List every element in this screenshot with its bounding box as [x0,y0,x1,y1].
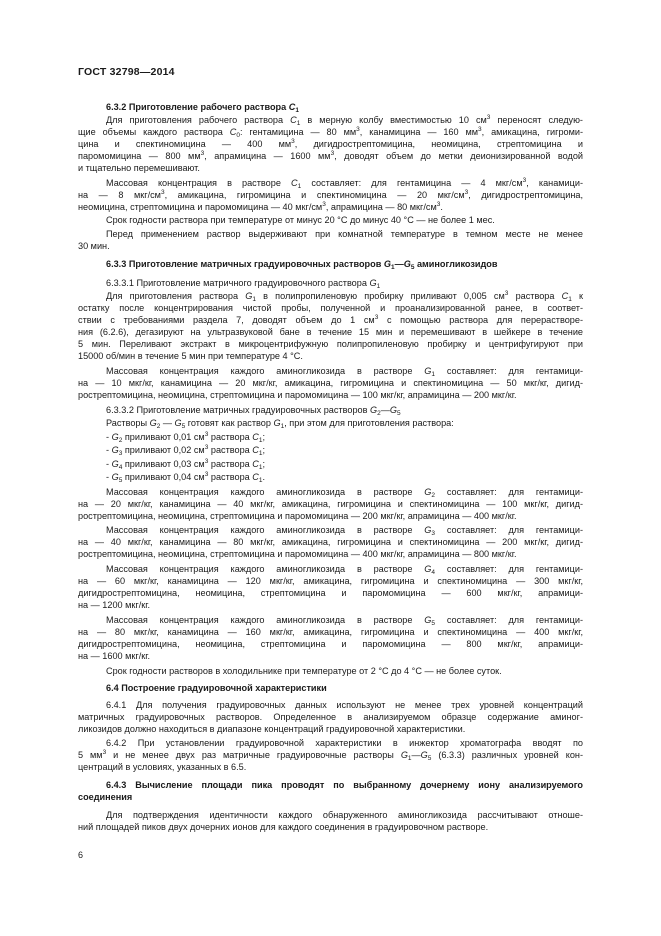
text-line: 5 $мм^3$ и не менее двух раз матричные градуировочные растворы $G_1—G_5$ (6.3.3) различных уровней кон- [78,749,583,762]
text-line: Для подтверждения идентичности каждого обнаруженного аминогликозида рассчитывают отноше- [106,810,583,820]
text-line: щие объемы каждого раствора $С_0$: гентамицина — 80 $мм^3$, канамицина — 160 $мм^3$, амикацина, гигроми- [78,126,584,139]
text-line: Срок годности растворов в холодильнике при температуре от 2 °С до 4 °С — не более суток. [106,666,502,676]
text-line: рострептомицина, неомицина, стрептомицина и паромомицина — 400 мкг/кг, апрамицина — 800 мкг/кг. [78,549,517,559]
text-line: и тщательно перемешивают. [78,163,200,173]
text-line: 5 мин. Переливают экстракт в микроцентрифужную полипропиленовую пробирку и центрифугируют при [78,339,583,349]
text-line: 6.3.3.1 Приготовление матричного градуировочного раствора $G_1$ [106,278,381,290]
page-number: 6 [78,850,84,860]
text-line: Растворы $G_2$ — $G_5$ готовят как раствор $G_1$, при этом для приготовления раствора: [106,418,454,430]
text-line: 30 мин. [78,241,110,251]
text-line: ний площадей пиков двух дочерних ионов для каждого соединения в градуировочном растворе. [78,822,489,832]
section-heading-line: соединения [78,792,133,802]
text-line: Срок годности раствора при температуре от минус 20 °С до минус 40 °С — не более 1 мес. [106,215,495,225]
text-line: Для приготовления раствора $G_1$ в полипропиленовую пробирку приливают 0,005 $см^3$ раствора $С_1$ к [106,290,584,303]
text-line: дигидрострептомицина, неомицина, стрептомицина и паромомицина — 600 мкг/кг, апрамици- [78,588,583,598]
text-line: на — 8 мкг/$см^3$, амикацина, гигромицина и спектиномицина — 20 мкг/$см^3$, дигидрострептомицина, [78,189,583,200]
text-line: Массовая концентрация каждого аминогликозида в растворе $G_2$ составляет: для гентамици- [106,487,583,499]
text-line: ния (6.2.6), дегазируют на ультразвуковой бане в течение 15 мин и перемешивают в шейкере в течение [78,327,583,337]
text-line: ликозидов должно находиться в диапазоне концентраций градуировочной характеристики. [78,724,466,734]
text-line: матричных градуировочных растворов. Определенное в анализируемом образце содержание аминог- [78,712,583,722]
section-heading-line: 6.3.2 Приготовление рабочего раствора $С_1$ [106,102,299,114]
text-line: - $G_5$ приливают 0,04 $см^3$ раствора $С_1$. [106,471,266,484]
section-heading-line: 6.3.3 Приготовление матричных градуировочных растворов $G_1—G_5$ аминогликозидов [106,259,498,271]
text-line: - $G_2$ приливают 0,01 $см^3$ раствора $С_1$; [106,431,266,444]
text-line: на — 80 мкг/кг, канамицина — 160 мкг/кг, амикацина, гигромицина и спектиномицина — 400 мкг/кг, [78,627,583,637]
text-line: - $G_4$ приливают 0,03 $см^3$ раствора $С_1$; [106,458,266,471]
section-heading-line: 6.4.3 Вычисление площади пика проводят по выбранному дочернему иону анализируемого [106,780,583,790]
text-line: центраций в условиях, указанных в 6.5. [78,762,247,772]
text-line: 6.3.3.2 Приготовление матричных градуировочных растворов $G_2—G_5$ [106,405,401,417]
text-line: рострептомицина, неомицина, стрептомицина и паромомицина — 100 мкг/кг, апрамицина — 200 мкг/кг. [78,390,517,400]
text-line: цина и спектиномицина — 400 $мм^3$, дигидрострептомицина, неомицина, стрептомицина и [78,138,584,149]
text-line: Перед применением раствор выдерживают при комнатной температуре в темном месте не менее [106,229,583,239]
document-header: ГОСТ 32798—2014 [78,66,175,78]
section-heading-line: 6.4 Построение градуировочной характеристики [106,683,327,693]
text-line: Массовая концентрация каждого аминогликозида в растворе $G_5$ составляет: для гентамици- [106,615,583,627]
text-line: ствии с требованиями раздела 7, доводят объем до 1 $см^3$ с помощью раствора для перерастворе- [78,314,583,325]
text-line: на — 10 мкг/кг, канамицина — 20 мкг/кг, амикацина, гигромицина и спектиномицина — 50 мкг/кг, дигид- [78,378,583,388]
text-line: Для приготовления рабочего раствора $С_1$ в мерную колбу вместимостью 10 $см^3$ переносят следую- [106,114,583,127]
text-line: неомицина, стрептомицина и паромомицина — 40 мкг/$см^3$, апрамицина — 80 мкг/$см^3$. [78,201,443,212]
text-line: на — 20 мкг/кг, канамицина — 40 мкг/кг, амикацина, гигромицина и спектиномицина — 100 мкг/кг, дигид- [78,499,583,509]
text-line: рострептомицина, неомицина, стрептомицина и паромомицина — 200 мкг/кг, апрамицина — 400 мкг/кг. [78,511,517,521]
text-line: 6.4.1 Для получения градуировочных данных используют не менее трех уровней концентраций [106,700,583,710]
text-line: на — 40 мкг/кг, канамицина — 80 мкг/кг, амикацина, гигромицина и спектиномицина — 200 мкг/кг, дигид- [78,537,583,547]
text-line: на — 60 мкг/кг, канамицина — 120 мкг/кг, амикацина, гигромицина и спектиномицина — 300 мкг/кг, [78,576,583,586]
text-line: Массовая концентрация каждого аминогликозида в растворе $G_1$ составляет: для гентамици- [106,366,583,378]
text-line: дигидрострептомицина, неомицина, стрептомицина и паромомицина — 800 мкг/кг, апрамици- [78,639,583,649]
text-line: Массовая концентрация в растворе $С_1$ составляет: для гентамицина — 4 мкг/$см^3$, канамици- [106,177,584,190]
text-line: Массовая концентрация каждого аминогликозида в растворе $G_3$ составляет: для гентамици- [106,525,583,537]
text-line: Массовая концентрация каждого аминогликозида в растворе $G_4$ составляет: для гентамици- [106,564,583,576]
text-line: остатку после концентрирования чистой пробы, полученной и проанализированной ранее, в соответ- [78,303,583,313]
text-line: 15000 об/мин в течение 5 мин при температуре 4 °С. [78,351,303,361]
text-line: 6.4.2 При установлении градуировочной характеристики в инжектор хроматографа вводят по [106,738,583,748]
text-line: на — 1200 мкг/кг. [78,600,151,610]
text-line: паромомицина — 800 $мм^3$, апрамицина — 1600 $мм^3$, доводят объем до метки деионизированной водой [78,150,584,161]
text-line: - $G_3$ приливают 0,02 $см^3$ раствора $С_1$; [106,444,266,457]
text-line: на — 1600 мкг/кг. [78,651,151,661]
